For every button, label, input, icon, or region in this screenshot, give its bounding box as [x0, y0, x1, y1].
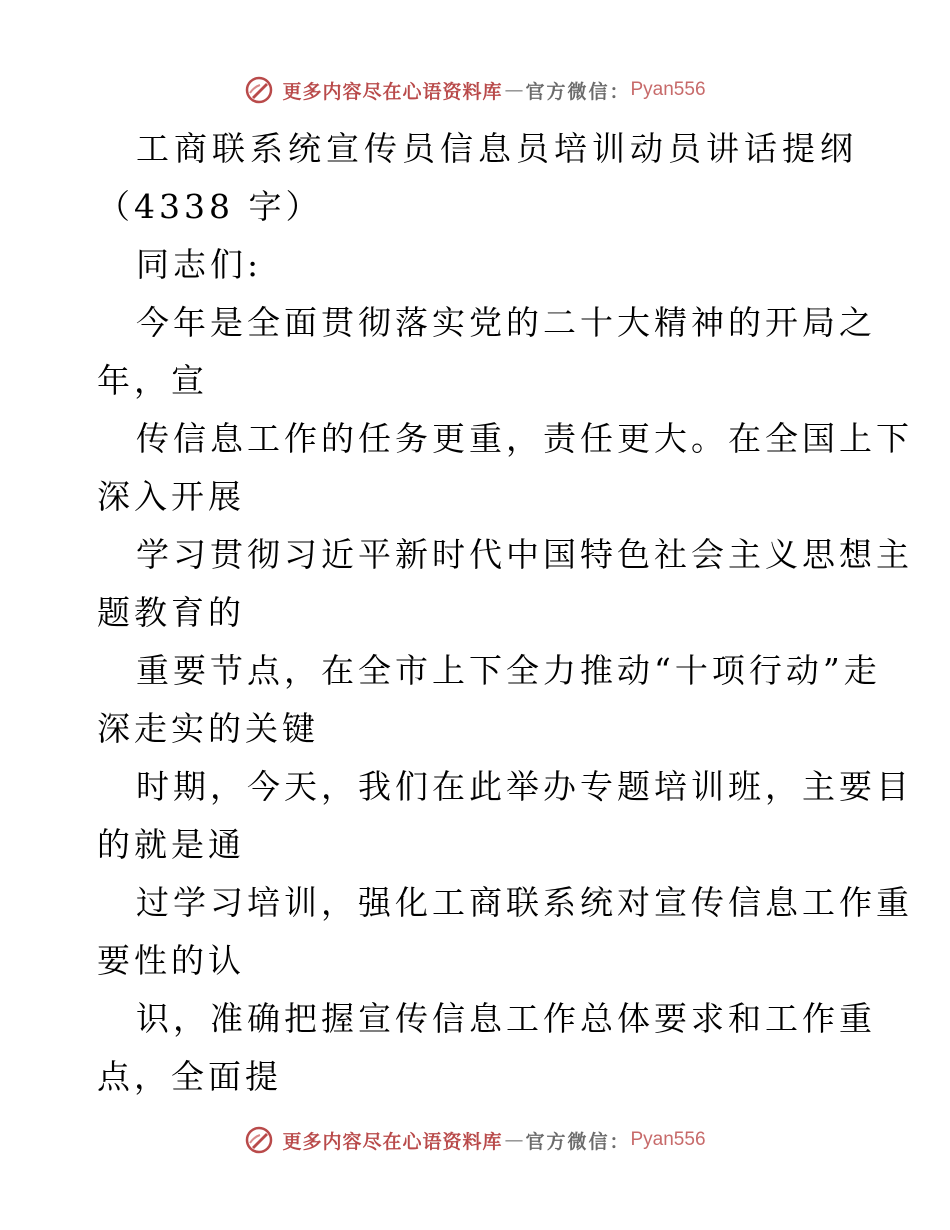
document-body	[97, 120, 913, 1106]
text-line: 题教育的	[97, 593, 245, 632]
text-line: 深走实的关键	[97, 709, 319, 748]
watermark-brand: 更多内容尽在心语资料库	[282, 1130, 503, 1153]
watermark-official-label: 官方微信：	[525, 80, 631, 103]
watermark-header	[0, 70, 950, 110]
text-line: 今年是全面贯彻落实党的二十大精神的开局之	[136, 303, 876, 342]
quill-logo-icon	[244, 1125, 274, 1155]
text-line: 深入开展	[97, 477, 245, 516]
watermark-official-label: 官方微信：	[525, 1130, 631, 1153]
text-line: 的就是通	[97, 825, 245, 864]
watermark-separator: —	[504, 1129, 524, 1151]
text-line: 传信息工作的任务更重，责任更大。在全国上下	[136, 419, 913, 458]
watermark-footer	[0, 1120, 950, 1160]
watermark-separator: —	[504, 79, 524, 101]
text-line: 同志们:	[136, 245, 263, 284]
text-line: 过学习培训，强化工商联系统对宣传信息工作重	[136, 883, 913, 922]
text-line: 重要节点，在全市上下全力推动“十项行动”走	[136, 651, 881, 690]
text-line: 点，全面提	[97, 1057, 282, 1096]
text-line: 学习贯彻习近平新时代中国特色社会主义思想主	[136, 535, 913, 574]
watermark-wechat-id: Pyan556	[630, 1129, 706, 1150]
watermark-wechat-id: Pyan556	[630, 79, 706, 100]
text-line: （4338 字）	[97, 187, 323, 226]
text-line: 时期，今天，我们在此举办专题培训班，主要目	[136, 767, 913, 806]
text-line: 识，准确把握宣传信息工作总体要求和工作重	[136, 999, 876, 1038]
quill-logo-icon	[244, 75, 274, 105]
watermark-brand: 更多内容尽在心语资料库	[282, 80, 503, 103]
text-line: 要性的认	[97, 941, 245, 980]
text-line: 年，宣	[97, 361, 208, 400]
document-title: 工商联系统宣传员信息员培训动员讲话提纲	[136, 129, 858, 168]
